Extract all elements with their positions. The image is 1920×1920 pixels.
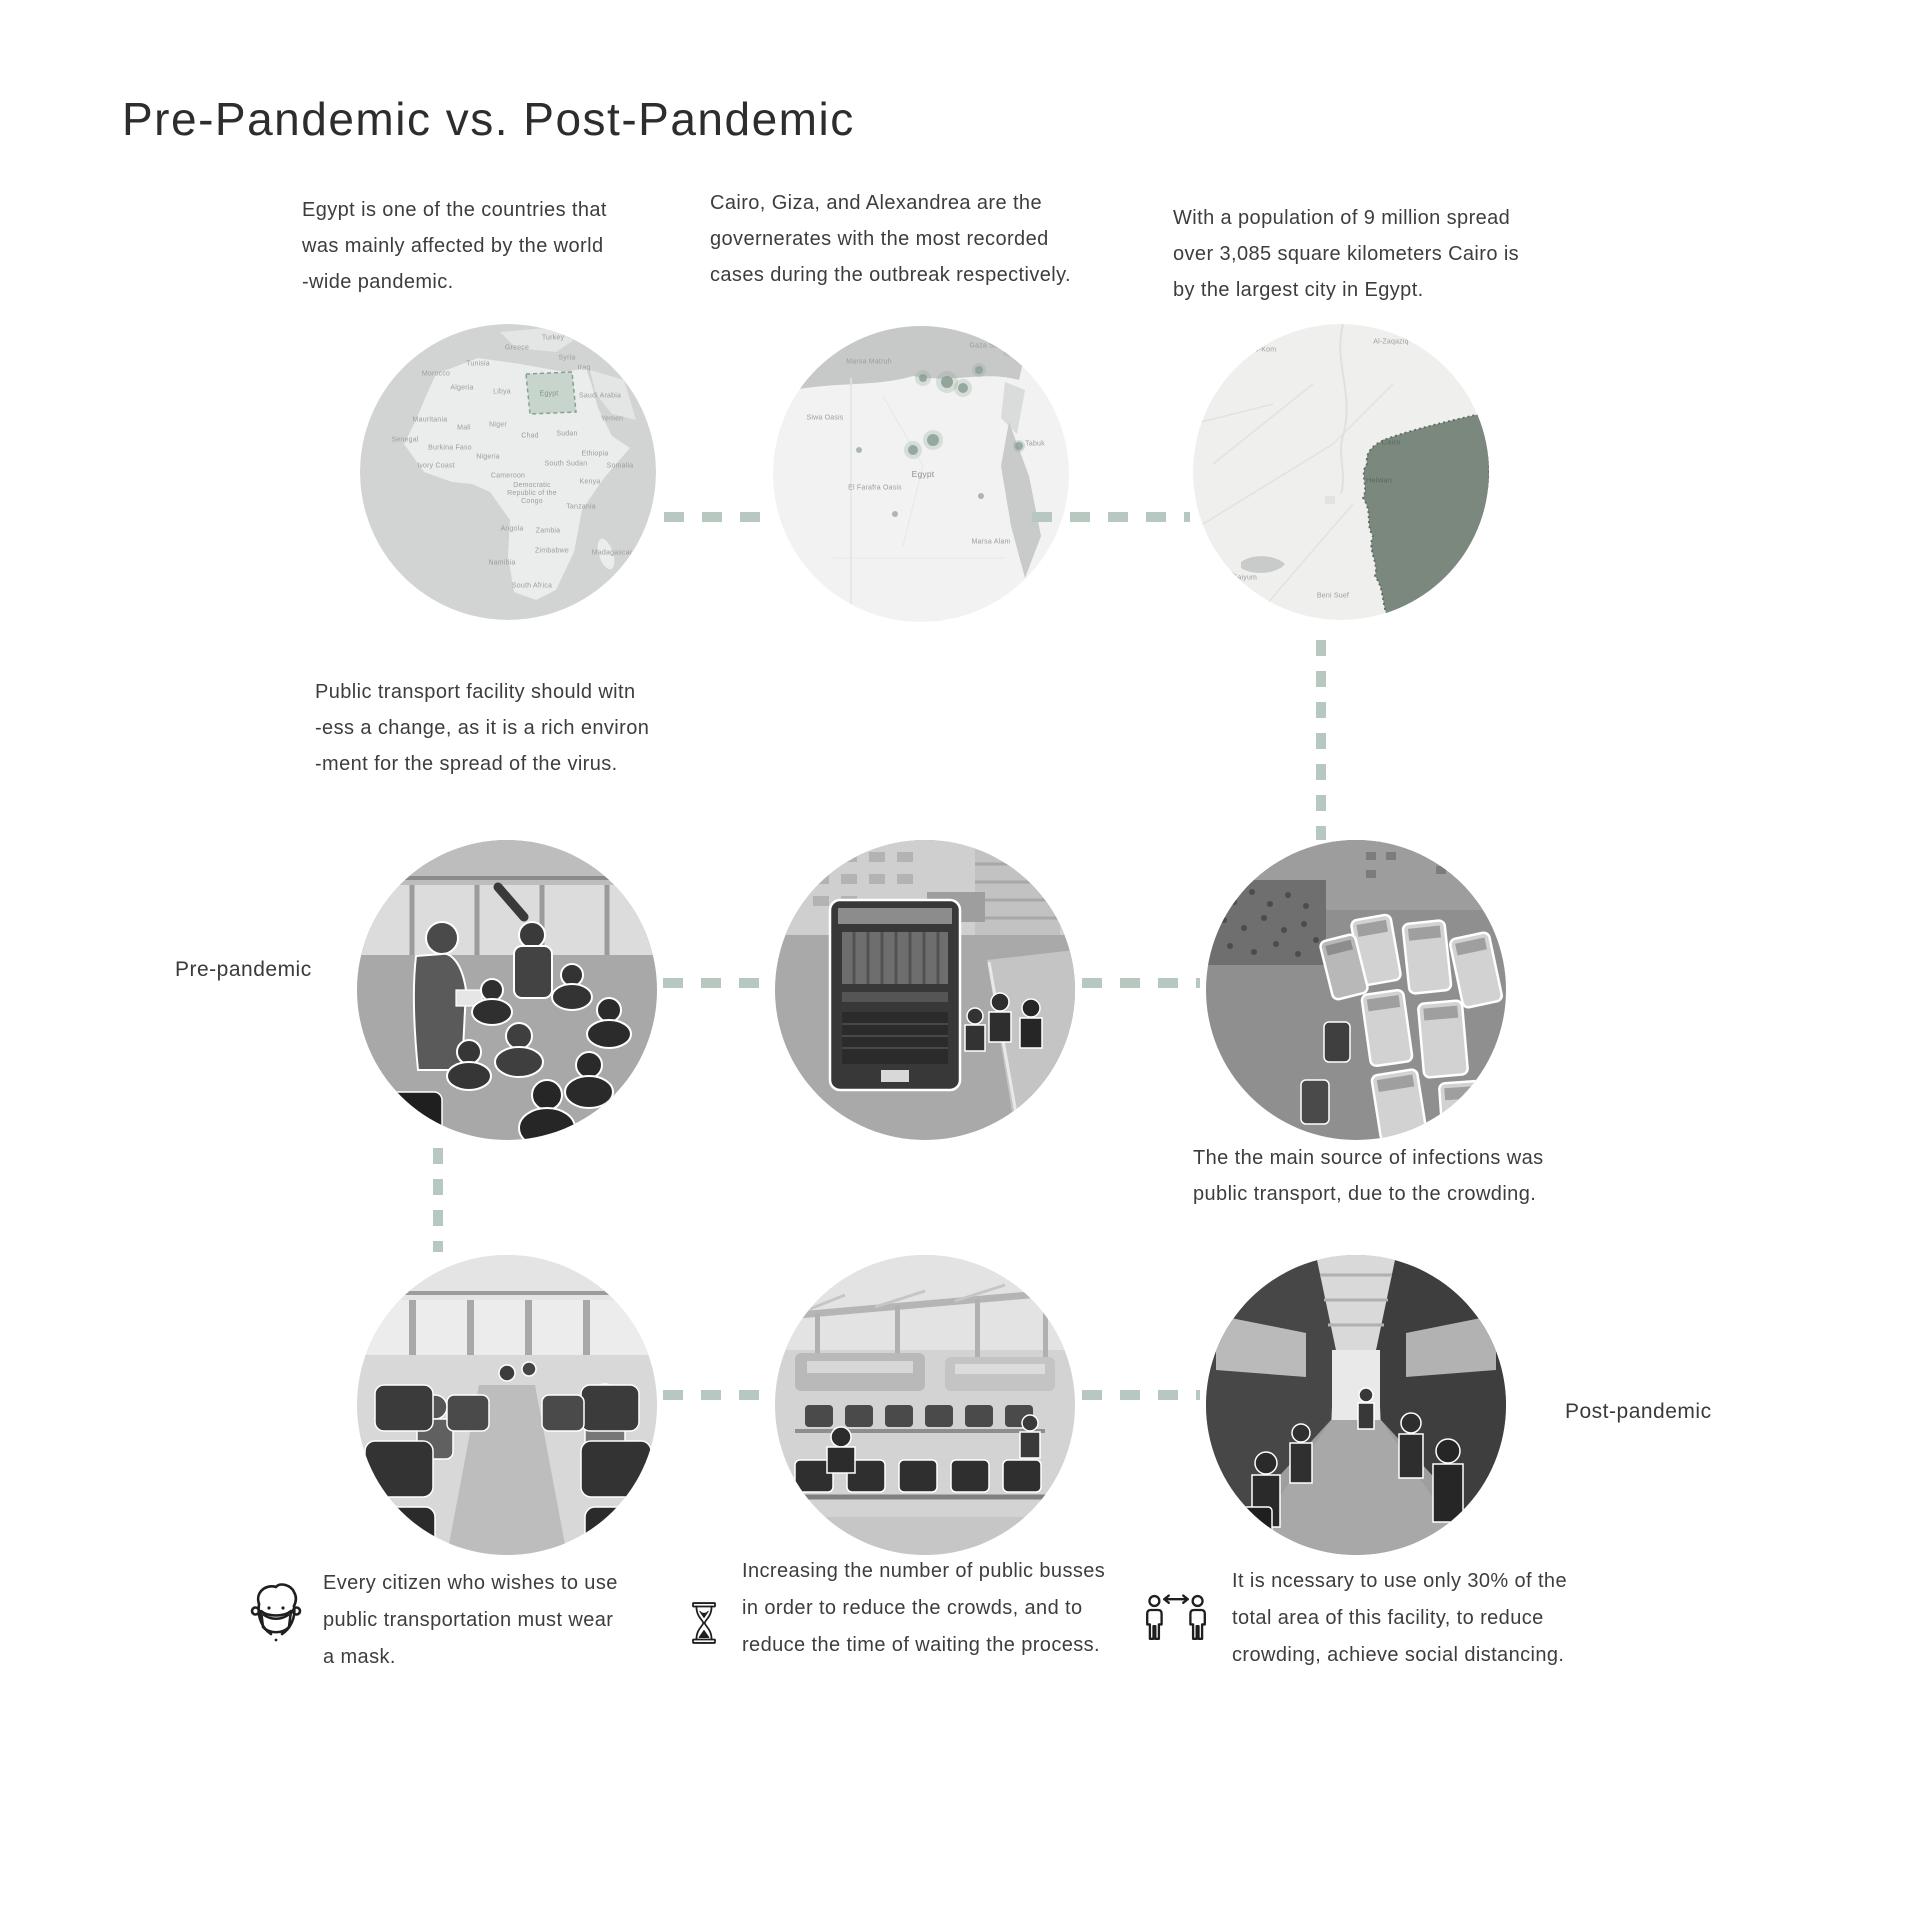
- map-label: Ethiopia: [581, 450, 609, 458]
- map-label: Mauritania: [412, 416, 448, 424]
- text-line: It is ncessary to use only 30% of the: [1232, 1570, 1567, 1592]
- text-line: cases during the outbreak respectively.: [710, 264, 1071, 286]
- text-line: over 3,085 square kilometers Cairo is: [1173, 243, 1520, 265]
- footnote-capacity: [1232, 1563, 1567, 1674]
- text-line: by the largest city in Egypt.: [1173, 279, 1424, 301]
- map-label: Shibin Al-Kom: [1229, 346, 1277, 354]
- text-line: reduce the time of waiting the process.: [742, 1634, 1101, 1656]
- intro-block-egypt: [302, 192, 607, 300]
- map-label: Namibia: [488, 559, 516, 567]
- map-label: Tanzania: [566, 503, 596, 511]
- footnote-busses: [742, 1553, 1105, 1664]
- map-label: Burkina Faso: [428, 444, 472, 452]
- text-line: The the main source of infections was: [1193, 1147, 1544, 1169]
- map-label: Angola: [500, 525, 524, 533]
- map-label: Zambia: [535, 527, 561, 535]
- map-label: Algeria: [450, 384, 474, 392]
- map-label: Nigeria: [476, 453, 500, 461]
- text-line: in order to reduce the crowds, and to: [742, 1597, 1083, 1619]
- infection-note: [1193, 1140, 1544, 1212]
- post-pandemic-label: Post-pandemic: [1565, 1400, 1712, 1423]
- map-label-cairo: Cairo: [1381, 437, 1401, 447]
- map-label: Somalia: [606, 462, 634, 470]
- text-line: public transportation must wear: [323, 1609, 614, 1631]
- map-label: Marsa Alam: [971, 538, 1011, 546]
- map-label: Siwa Oasis: [806, 414, 844, 422]
- map-label: Faiyum: [1232, 574, 1258, 582]
- text-line: governerates with the most recorded: [710, 228, 1049, 250]
- page-title: Pre-Pandemic vs. Post-Pandemic: [122, 93, 855, 145]
- intro-block-population: [1173, 200, 1519, 308]
- photo-masked-passengers-bus: [357, 1255, 657, 1555]
- map-label: Mali: [457, 424, 471, 432]
- map-label: Saudi Arabia: [578, 392, 622, 400]
- map-label: Greece: [504, 344, 530, 352]
- text-line: -ess a change, as it is a rich environ: [315, 717, 650, 739]
- map-label: Al-Zaqaziq: [1373, 338, 1409, 346]
- connector-dashed: [1316, 640, 1326, 840]
- map-label: Iraq: [577, 364, 591, 372]
- pre-pandemic-label: Pre-pandemic: [175, 958, 312, 981]
- map-label: Ivory Coast: [417, 462, 455, 470]
- photo-metro-interior: [1206, 1255, 1506, 1555]
- connector-dashed: [664, 512, 770, 522]
- photo-crowded-bus-interior: [357, 840, 657, 1140]
- map-label: Marsa Matruh: [846, 358, 892, 366]
- connector-dashed: [1032, 512, 1190, 522]
- transport-note: [315, 674, 649, 782]
- map-label: Chad: [521, 432, 539, 440]
- text-line: Cairo, Giza, and Alexandrea are the: [710, 192, 1042, 214]
- text-line: -ment for the spread of the virus.: [315, 753, 618, 775]
- map-label: Syria: [558, 354, 576, 362]
- photo-bus-street: [775, 840, 1075, 1140]
- map-label: South Sudan: [544, 460, 588, 468]
- map-label-egypt: Egypt: [911, 469, 935, 479]
- text-line: public transport, due to the crowding.: [1193, 1183, 1537, 1205]
- social-distancing-icon: [1140, 1588, 1212, 1655]
- text-line: Public transport facility should witn: [315, 681, 636, 703]
- map-label: El Farafra Oasis: [848, 484, 902, 492]
- connector-dashed: [663, 1390, 769, 1400]
- map-label: Democratic Republic of the Congo: [507, 482, 557, 505]
- map-label-egypt: Egypt: [539, 390, 559, 398]
- text-line: was mainly affected by the world: [302, 235, 604, 257]
- map-label: Turkey: [541, 334, 565, 342]
- footnote-mask: [323, 1565, 618, 1676]
- egypt-cases-map-circle: [773, 326, 1069, 622]
- text-line: Every citizen who wishes to use: [323, 1572, 618, 1594]
- text-line: a mask.: [323, 1646, 396, 1668]
- map-label: South Africa: [511, 582, 553, 590]
- intro-block-governorates: [710, 185, 1071, 293]
- connector-dashed: [1082, 1390, 1200, 1400]
- text-line: total area of this facility, to reduce: [1232, 1607, 1544, 1629]
- photo-bus-terminal-seats: [775, 1255, 1075, 1555]
- map-label: Niger: [489, 421, 507, 429]
- map-label: Libya: [493, 388, 511, 396]
- map-label: Kenya: [579, 478, 601, 486]
- map-label: Madagascar: [591, 549, 633, 557]
- map-label: Tunisia: [466, 360, 490, 368]
- hourglass-icon: [682, 1592, 726, 1659]
- map-label: Beni Suef: [1316, 592, 1350, 600]
- text-line: Egypt is one of the countries that: [302, 199, 607, 221]
- map-label: Yemen: [600, 415, 624, 423]
- africa-map-circle: [360, 324, 656, 620]
- face-mask-icon: [244, 1580, 308, 1653]
- map-label: Tabuk: [1025, 440, 1045, 448]
- text-line: crowding, achieve social distancing.: [1232, 1644, 1565, 1666]
- map-label: Senegal: [391, 436, 419, 444]
- text-line: -wide pandemic.: [302, 271, 454, 293]
- map-label: Cameroon: [490, 472, 526, 480]
- map-label: Helwan: [1365, 475, 1393, 485]
- map-label: Sudan: [556, 430, 578, 438]
- map-label: Gaza Strip: [969, 342, 1005, 350]
- text-line: Increasing the number of public busses: [742, 1560, 1106, 1582]
- map-label: Morocco: [421, 370, 451, 378]
- connector-dashed: [433, 1148, 443, 1252]
- map-label: Israel: [1003, 350, 1023, 358]
- cairo-map-circle: [1193, 324, 1489, 620]
- text-line: With a population of 9 million spread: [1173, 207, 1511, 229]
- connector-dashed: [663, 978, 769, 988]
- map-label: Zimbabwe: [535, 547, 569, 555]
- connector-dashed: [1082, 978, 1200, 988]
- photo-traffic-jam: [1206, 840, 1506, 1140]
